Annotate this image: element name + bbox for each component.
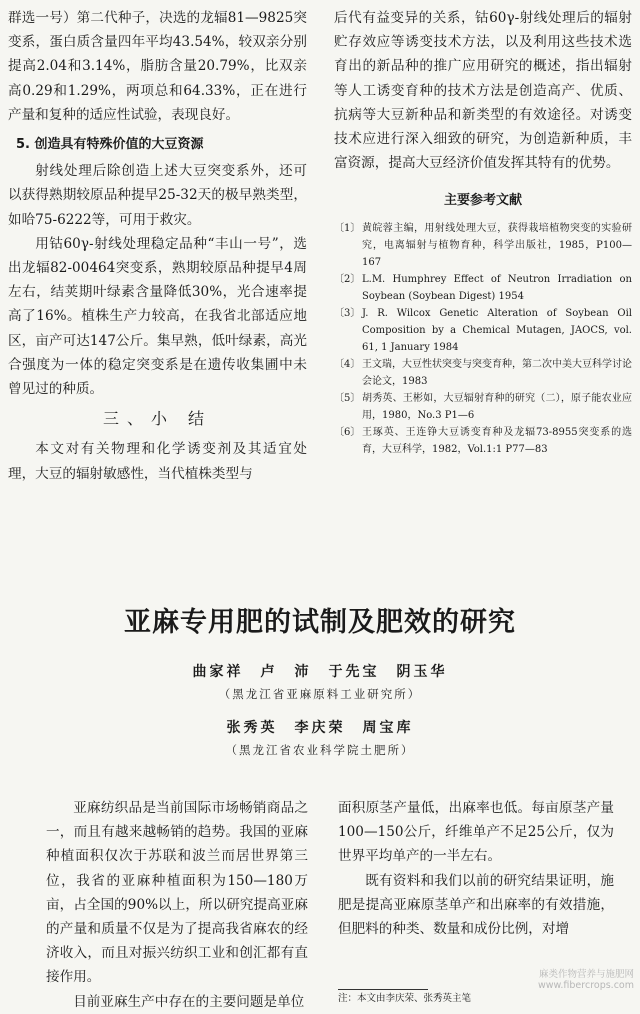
reference-number: 〔6〕 <box>334 426 361 438</box>
author-line-2: 张秀英 李庆荣 周宝库 <box>226 720 414 736</box>
bottom-left-column <box>46 796 308 1014</box>
reference-text: L.M. Humphrey Effect of Neutron Irradiation on Soybean (Soybean Digest) 1954 <box>362 273 632 302</box>
reference-number: 〔1〕 <box>334 222 361 234</box>
paragraph: 后代有益变异的关系，钴60γ-射线处理后的辐射贮存效应等诱变技术方法，以及利用这些技术选育出的新品种的推广应用研究的概述，指出辐射等人工诱变育种的技术方法是创造高产、优质、抗病等大豆新种品和新类型的有效途径。对诱变技术应进行深入细致的研究，为创造新种质，丰富资源，提高大豆经济价值发挥其特有的优势。 <box>334 10 632 172</box>
paragraph: 用钴60γ-射线处理稳定品种“丰山一号”，选出龙辐82-00464突变系，熟期较原品种提早4周左右，结荚期叶绿素含量降低30%，光合速率提高了16%。植株生产力较高，在我省北部适应地区，亩产可达147公斤。集早熟，低叶绿素，高光合强度为一体的稳定突变系是在遗传收集圃中未曾见过的种质。 <box>8 235 307 398</box>
paragraph: 面积原茎产量低，出麻率也低。每亩原茎产量100—150公斤，纤维单产不足25公斤，仅为世界平均单产的一半左右。 <box>338 800 614 865</box>
reference-text: 胡秀英、王彬如，大豆辐射育种的研究（二），原子能农业应用，1980，No.3 P1—6 <box>362 392 632 421</box>
paragraph: 群选一号）第二代种子，决选的龙辐81—9825突变系，蛋白质含量四年平均43.54%，较双亲分别提高2.04和3.14%，脂肪含量20.79%，比双亲高0.29和1.29%，两项总和64.33%，正在进行产量和复种的适应性试验，表现良好。 <box>8 10 307 123</box>
reference-item <box>334 305 632 356</box>
reference-item <box>334 271 632 305</box>
reference-number: 〔5〕 <box>334 392 361 404</box>
paragraph: 既有资料和我们以前的研究结果证明，施肥是提高亚麻原茎单产和出麻率的有效措施，但肥料的种类、数量和成份比例，对增 <box>338 872 614 938</box>
affiliation-1: （黑龙江省亚麻原料工业研究所） <box>218 687 422 701</box>
section-heading: 三、小 结 <box>102 409 213 429</box>
affiliation-2: （黑龙江省农业科学院土肥所） <box>225 743 415 757</box>
paragraph: 亚麻纺织品是当前国际市场畅销商品之一，而且有越来越畅销的趋势。我国的亚麻种植面积仅次于苏联和波兰而居世界第三位，我省的亚麻种植面积为150—180万亩，占全国的90%以上，所以研究提高亚麻的产量和质量不仅是为了提高我省麻农的经济收入，而且对振兴纺织工业和创汇都有直接作用。 <box>46 800 308 986</box>
reference-number: 〔4〕 <box>334 358 361 370</box>
paragraph: 本文对有关物理和化学诱变剂及其适宜处理，大豆的辐射敏感性，当代植株类型与 <box>8 441 307 482</box>
paragraph: 目前亚麻生产中存在的主要问题是单位 <box>73 993 305 1010</box>
references-list <box>334 220 632 458</box>
reference-number: 〔3〕 <box>334 307 361 319</box>
top-left-column <box>8 6 307 486</box>
watermark-text: 麻类作物营养与施肥网 <box>538 969 634 980</box>
reference-item <box>334 424 632 458</box>
reference-text: 王琢英、王连铮大豆诱变育种及龙辐73-8955突变系的选育，大豆科学，1982，Vol.1:1 P77—83 <box>362 426 632 455</box>
reference-text: 黄皖蓉主编，用射线处理大豆，获得栽培植物突变的实验研究，电离辐射与植物育种，科学出版社，1985，P100—167 <box>362 222 632 268</box>
reference-number: 〔2〕 <box>334 273 361 285</box>
reference-item <box>334 390 632 424</box>
reference-item <box>334 356 632 390</box>
top-right-column <box>334 6 632 458</box>
reference-text: J. R. Wilcox Genetic Alteration of Soybean Oil Composition by a Chemical Mutagen, JAOCS, vol. 61, 1 January 1984 <box>362 307 632 353</box>
reference-text: 王文瑞，大豆性状突变与突变育种，第二次中美大豆科学讨论会论文，1983 <box>362 358 632 387</box>
bottom-right-column <box>338 796 614 941</box>
watermark-url: www.fibercrops.com <box>537 980 634 991</box>
author-line-1: 曲家祥 卢 沛 于先宝 阴玉华 <box>192 664 448 680</box>
article-title: 亚麻专用肥的试制及肥效的研究 <box>124 607 516 638</box>
reference-item <box>334 220 632 271</box>
subsection-heading: 5. 创造具有特殊价值的大豆资源 <box>16 137 204 153</box>
paragraph: 射线处理后除创造上述大豆突变系外，还可以获得熟期较原品种提早25-32天的极早熟类型，如哈75-6222等，可用于救灾。 <box>8 163 307 228</box>
footnote: 注：本文由李庆荣、张秀英主笔 <box>338 993 472 1004</box>
references-heading: 主要参考文献 <box>443 193 522 209</box>
